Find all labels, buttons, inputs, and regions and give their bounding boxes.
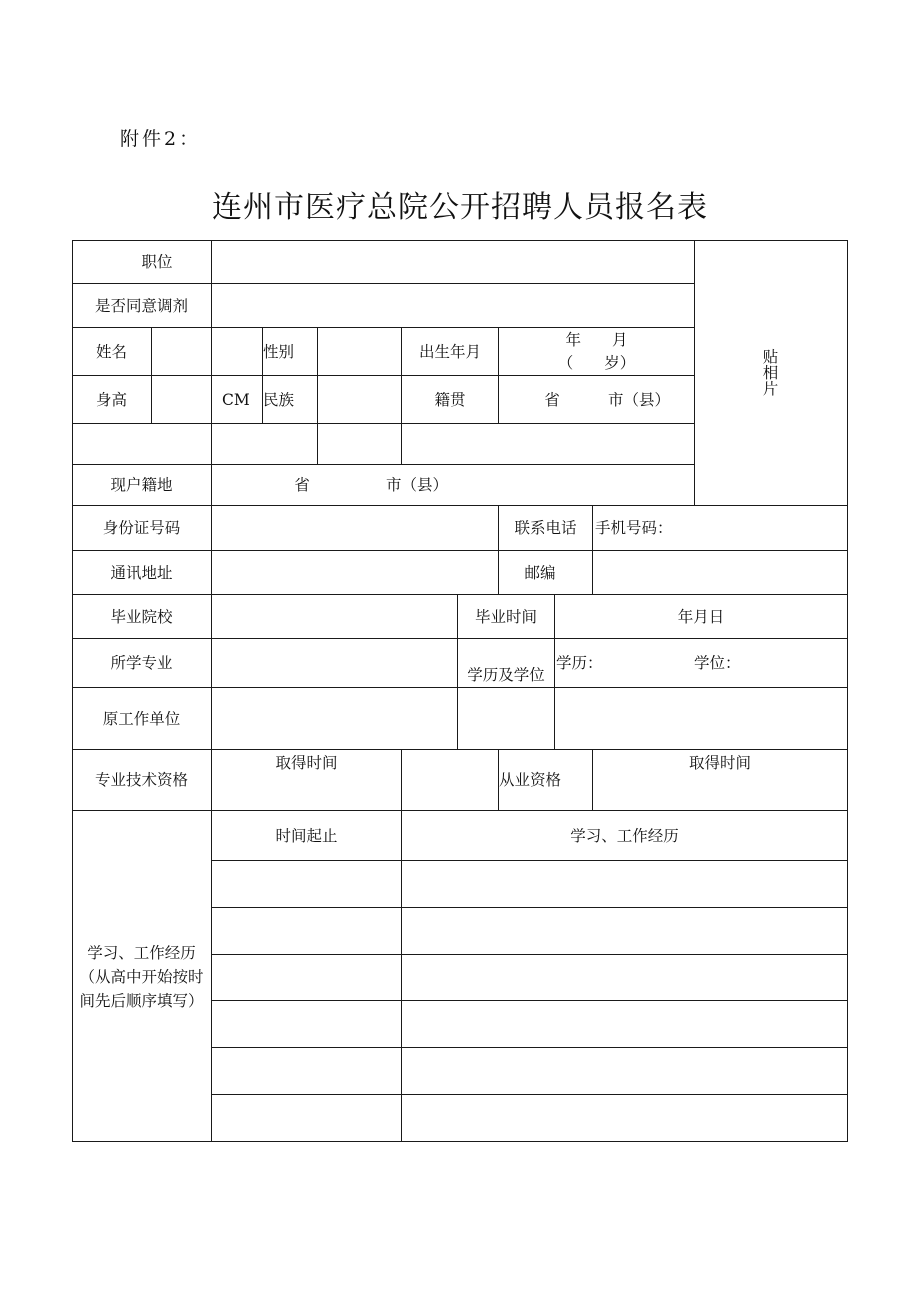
household-city[interactable]: 市（县）: [386, 476, 449, 494]
gender-field[interactable]: [318, 328, 401, 375]
attachment-label: 附件2：: [120, 128, 202, 150]
table-border-right: [847, 240, 848, 1142]
native-province[interactable]: 省: [544, 390, 560, 409]
history-time-cell[interactable]: [212, 1001, 401, 1047]
practice-obtain-time-label[interactable]: 取得时间: [688, 754, 751, 772]
ethnicity-label: 民族: [263, 390, 295, 409]
former-employer-field[interactable]: [212, 688, 457, 749]
history-label-line1: 学习、工作经历: [87, 944, 196, 962]
degree-label: 学历及学位: [467, 666, 545, 684]
age-field[interactable]: （ 岁）: [557, 354, 636, 372]
practice-qualification-label: 从业资格: [499, 771, 562, 789]
graduate-school-field[interactable]: [212, 595, 457, 638]
history-time-cell[interactable]: [212, 1095, 401, 1141]
history-header: 学习、工作经历: [570, 826, 679, 845]
name-label: 姓名: [95, 342, 127, 361]
education-field[interactable]: 学历：: [556, 654, 603, 672]
major-label: 所学专业: [110, 654, 173, 672]
accept-adjust-field[interactable]: [212, 284, 694, 327]
photo-label: 贴相片: [762, 347, 779, 398]
blank-cell[interactable]: [212, 424, 317, 464]
birth-date-label: 出生年月: [418, 342, 481, 361]
history-time-cell[interactable]: [212, 1048, 401, 1094]
id-number-field[interactable]: [212, 506, 498, 550]
accept-adjust-label: 是否同意调剂: [94, 296, 188, 315]
history-time-cell[interactable]: [212, 955, 401, 1000]
id-number-label: 身份证号码: [102, 519, 181, 537]
tech-obtain-time-field[interactable]: [402, 750, 498, 810]
tech-obtain-time-label[interactable]: 取得时间: [275, 754, 338, 772]
height-field[interactable]: [152, 376, 222, 423]
degree-field[interactable]: 学位：: [694, 654, 741, 672]
household-label: 现户籍地: [110, 476, 173, 494]
graduate-time-label: 毕业时间: [474, 607, 537, 626]
blank-cell[interactable]: [555, 688, 847, 749]
page-title: 连州市医疗总院公开招聘人员报名表: [212, 190, 708, 225]
history-time-cell[interactable]: [212, 908, 401, 954]
history-detail-cell[interactable]: [402, 955, 847, 1000]
former-employer-label: 原工作单位: [102, 709, 181, 728]
graduate-school-label: 毕业院校: [110, 607, 173, 626]
blank-cell[interactable]: [318, 424, 401, 464]
mobile-field[interactable]: 手机号码：: [595, 519, 673, 537]
tech-qualification-label: 专业技术资格: [94, 771, 188, 789]
history-time-cell[interactable]: [212, 861, 401, 907]
history-detail-cell[interactable]: [402, 908, 847, 954]
address-label: 通讯地址: [110, 563, 173, 582]
history-detail-cell[interactable]: [402, 1048, 847, 1094]
major-field[interactable]: [212, 639, 457, 687]
history-label-line3: 间先后顺序填写）: [79, 992, 204, 1010]
ethnicity-field[interactable]: [318, 376, 401, 423]
history-detail-cell[interactable]: [402, 1001, 847, 1047]
postcode-label: 邮编: [524, 563, 556, 582]
position-label: 职位: [141, 253, 173, 271]
table-border-bottom: [72, 1141, 848, 1142]
contact-phone-label: 联系电话: [514, 519, 577, 537]
birth-year-month[interactable]: 年 月: [565, 331, 628, 349]
gender-label: 性别: [263, 342, 295, 361]
native-city[interactable]: 市（县）: [608, 390, 671, 409]
postcode-field[interactable]: [593, 551, 847, 594]
address-field[interactable]: [212, 551, 498, 594]
height-label: 身高: [95, 390, 127, 409]
history-detail-cell[interactable]: [402, 1095, 847, 1141]
height-unit: CM: [222, 390, 250, 409]
blank-cell[interactable]: [402, 424, 694, 464]
blank-cell[interactable]: [458, 688, 554, 749]
household-province[interactable]: 省: [294, 476, 310, 494]
history-label-line2: （从高中开始按时: [79, 968, 204, 986]
position-field[interactable]: [212, 241, 694, 283]
native-place-label: 籍贯: [434, 390, 466, 409]
time-range-header: 时间起止: [275, 826, 338, 845]
name-field[interactable]: [152, 328, 262, 375]
history-detail-cell[interactable]: [402, 861, 847, 907]
photo-placeholder[interactable]: [694, 240, 847, 505]
blank-cell[interactable]: [72, 424, 211, 464]
graduate-date-field[interactable]: 年月日: [677, 607, 725, 626]
